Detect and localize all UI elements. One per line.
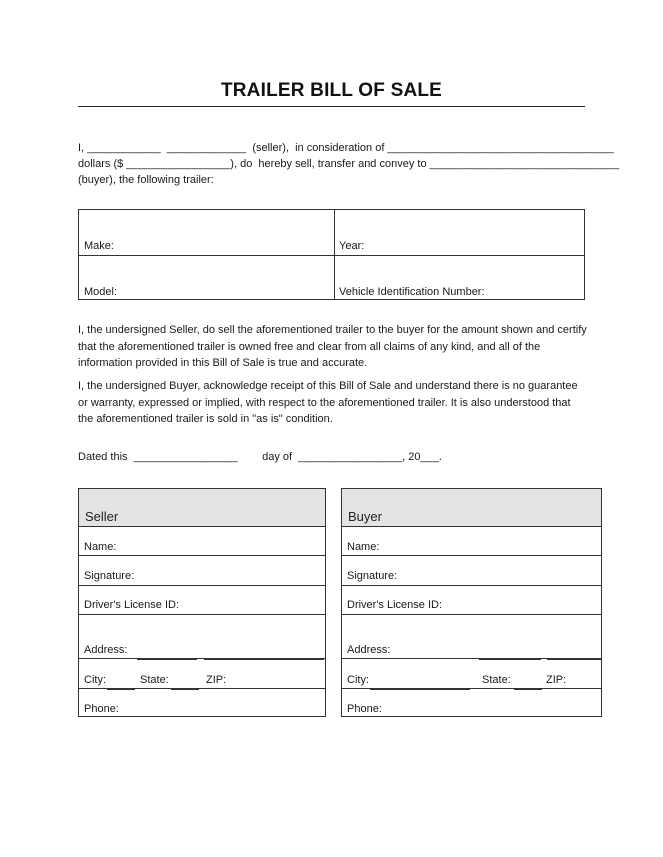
- seller-city-field[interactable]: City:: [84, 674, 106, 686]
- buyer-title: Buyer: [348, 509, 382, 524]
- vin-field[interactable]: Vehicle Identification Number:: [339, 286, 485, 298]
- seller-signature-field[interactable]: Signature:: [84, 570, 135, 582]
- vehicle-table-row-divider: [79, 255, 584, 256]
- buyer-header: [342, 489, 601, 527]
- buyer-name-field[interactable]: Name:: [347, 541, 380, 553]
- row-divider: [79, 614, 325, 615]
- buyer-city-field[interactable]: City:: [347, 674, 369, 686]
- city-blank: [107, 688, 135, 690]
- seller-phone-field[interactable]: Phone:: [84, 703, 119, 715]
- state-blank: [514, 688, 542, 690]
- document-title: TRAILER BILL OF SALE: [220, 80, 443, 101]
- buyer-statement: I, the undersigned Buyer, acknowledge receipt of this Bill of Sale and understand there is no guarantee or warranty, expressed or implied, with respect to the aforementioned trailer. It is also understood that the aforementioned trailer is sold in "as is" condition.: [78, 380, 578, 425]
- city-blank: [370, 688, 470, 690]
- model-field[interactable]: Model:: [84, 286, 118, 298]
- address-blank: [137, 658, 197, 660]
- buyer-license-field[interactable]: Driver's License ID:: [347, 599, 443, 611]
- title-divider: [78, 106, 585, 107]
- buyer-signature-field[interactable]: Signature:: [347, 570, 398, 582]
- row-divider: [342, 614, 601, 615]
- address-blank: [204, 658, 324, 660]
- seller-title: Seller: [85, 509, 119, 524]
- seller-license-field[interactable]: Driver's License ID:: [84, 599, 180, 611]
- intro-line-3: (buyer), the following trailer:: [78, 174, 214, 186]
- seller-state-field[interactable]: State:: [140, 674, 169, 686]
- seller-address-field[interactable]: Address:: [84, 644, 128, 656]
- seller-name-field[interactable]: Name:: [84, 541, 117, 553]
- make-field[interactable]: Make:: [84, 240, 114, 252]
- intro-line-2: dollars ($ _________________), do hereby sell, transfer and convey to _______________________________: [78, 158, 620, 170]
- row-divider: [342, 555, 601, 556]
- seller-statement: I, the undersigned Seller, do sell the aforementioned trailer to the buyer for the amount shown and certify that the aforementioned trailer is owned free and clear from all claims of any kind, and all of the information provided in this Bill of Sale is true and accurate.: [78, 324, 587, 369]
- address-blank: [547, 658, 601, 660]
- vehicle-table: [78, 209, 585, 300]
- row-divider: [342, 585, 601, 586]
- intro-line-1: I, ____________ _____________ (seller), in consideration of _____________________________________: [78, 142, 614, 154]
- buyer-address-field[interactable]: Address:: [347, 644, 391, 656]
- row-divider: [79, 585, 325, 586]
- seller-zip-field[interactable]: ZIP:: [206, 674, 227, 686]
- buyer-box: [341, 488, 602, 717]
- row-divider: [79, 555, 325, 556]
- seller-header: [79, 489, 325, 527]
- address-blank: [479, 658, 541, 660]
- vehicle-table-column-divider: [334, 210, 335, 299]
- state-blank: [171, 688, 199, 690]
- seller-box: [78, 488, 326, 717]
- buyer-state-field[interactable]: State:: [482, 674, 511, 686]
- year-field[interactable]: Year:: [339, 240, 365, 252]
- buyer-zip-field[interactable]: ZIP:: [546, 674, 567, 686]
- dated-line: Dated this _________________ day of _________________, 20___.: [78, 451, 442, 463]
- buyer-phone-field[interactable]: Phone:: [347, 703, 382, 715]
